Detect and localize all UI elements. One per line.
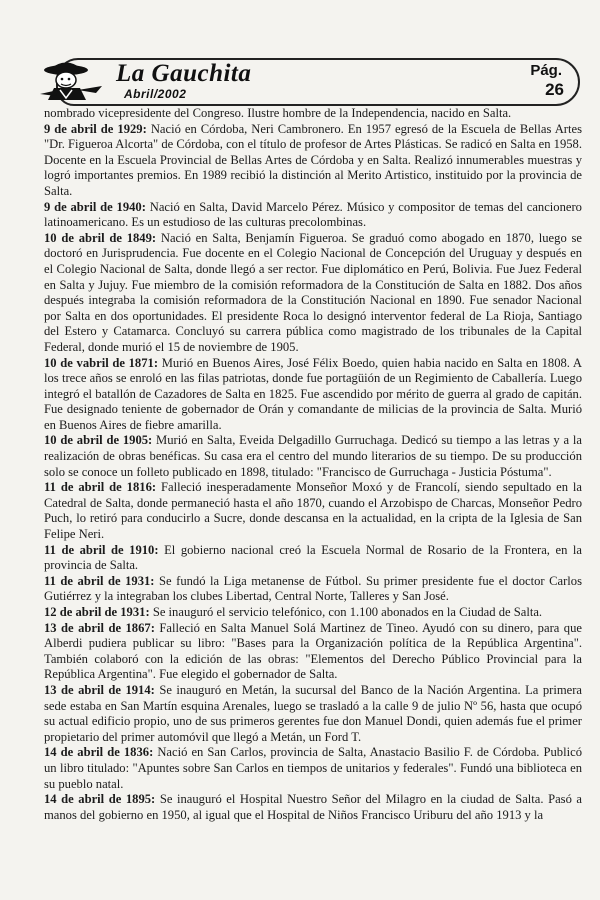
- entry-text: Se inauguró el Hospital Nuestro Señor del Milagro en la ciudad de Salta. Pasó a manos del gobierno en 1950, al igual que el Hospital de Niños Francisco Uriburu del año 1913 y la: [44, 792, 583, 822]
- article-body: [44, 106, 582, 823]
- entry-date: 11 de abril de 1910:: [44, 542, 159, 557]
- entry: [44, 106, 582, 122]
- entry-date: 13 de abril de 1914:: [44, 682, 155, 697]
- entry: [44, 356, 582, 434]
- entry-text: nombrado vicepresidente del Congreso. Ilustre hombre de la Independencia, nacido en Salta.: [44, 106, 512, 120]
- entry: [44, 480, 582, 542]
- entry-text: Nació en San Carlos, provincia de Salta, Anastacio Basilio F. de Córdoba. Publicó un libro titulado: "Apuntes sobre San Carlos en tiempos de unitarios y federales". Fundó una biblioteca en su pueblo natal.: [44, 745, 582, 791]
- entry-date: 10 de abril de 1905:: [44, 433, 153, 448]
- entry: [44, 574, 582, 605]
- page-label: Pág.: [530, 62, 562, 79]
- page-number: 26: [545, 80, 564, 99]
- entry-date: 9 de abril de 1940:: [44, 199, 146, 214]
- entry-date: 11 de abril de 1931:: [44, 573, 155, 588]
- entry: [44, 621, 582, 683]
- entry-text: Nació en Córdoba, Neri Cambronero. En 1957 egresó de la Escuela de Bellas Artes "Dr. Figueroa Alcorta" de Córdoba, con el título de profesor de Artes Plásticas. Se radicó en Salta en 1958. Docente en la Escuela Provincial de Bellas Artes de Córdoba y en Salta. Realizó innumerables muestras y logró importantes premios. En 1989 recibió la distinción al Merito Artistico, instituido por la provincia de Salta.: [44, 121, 582, 198]
- magazine-title: La Gauchita: [116, 60, 252, 87]
- entry-text: Murió en Salta, Eveida Delgadillo Gurruchaga. Dedicó su tiempo a las letras y a la realización de obras benéficas. Su casa era el centro del mundo literarios de su tiempo. De su producción solo se conoce un folleto publicado en 1898, titulado: "Francisco de Gurruchaga - Justicia Póstuma".: [44, 433, 582, 479]
- entry-date: 14 de abril de 1895:: [44, 792, 156, 807]
- entry: [44, 200, 582, 231]
- entry-text: El gobierno nacional creó la Escuela Normal de Rosario de la Frontera, en la provincia de Salta.: [44, 542, 582, 573]
- entry-text: Se inauguró el servicio telefónico, con 1.100 abonados en la Ciudad de Salta.: [152, 605, 543, 619]
- entry: [44, 683, 582, 745]
- entry: [44, 231, 582, 356]
- entry: [44, 792, 582, 823]
- entry-text: Falleció en Salta Manuel Solá Martinez de Tineo. Ayudó con su dinero, para que Alberdi pudiera publicar su libro: "Bases para la Organización política de la República Argentina". También colaboró con la edición de las obras: "Elementos del Derecho Público Provincial para la República Argentina". Fue elegido el gobernador de Salta.: [44, 620, 582, 682]
- entry-date: 13 de abril de 1867:: [44, 620, 155, 635]
- entry-text: Nació en Salta, David Marcelo Pérez. Músico y compositor de temas del cancionero latinoamericano. Es un estudioso de las culturas precolombinas.: [44, 199, 582, 230]
- entry-text: Murió en Buenos Aires, José Félix Boedo, quien habia nacido en Salta en 1808. A los trece años se enroló en las filas patriotas, donde fue portagüión de un Regimiento de Caballería. Luego integró el batallón de Cazadores de Salta en 1825. Fue ascendido por mérito de guerra al grado de capitán. Fue designado teniente de gobernador de Orán y comandante de milicias de la provincia de Salta. Murió en Buenos Aires de fiebre amarilla.: [44, 355, 582, 432]
- entry: [44, 122, 582, 200]
- entry: [44, 745, 582, 792]
- issue-date: Abril/2002: [124, 87, 187, 101]
- entry-date: 14 de abril de 1836:: [44, 745, 154, 760]
- entry-date: 12 de abril de 1931:: [44, 605, 150, 619]
- entry-text: Se inauguró en Metán, la sucursal del Banco de la Nación Argentina. La primera sede estaba en San Martín esquina Arenales, luego se trasladó a la calle 9 de julio Nº 56, hasta que ocupó su actual edificio propio, uno de sus primeros gerentes fue don Manuel Dondi, quien además fue el primer propietario del primer automóvil que llegó a Metán, un Ford T.: [44, 682, 582, 744]
- entry-date: 11 de abril de 1816:: [44, 480, 157, 495]
- entry-text: Se fundó la Liga metanense de Fútbol. Su primer presidente fue el doctor Carlos Gutiérrez y la integraban los clubes Libertad, Central Norte, Talleres y San José.: [44, 573, 582, 604]
- entry: [44, 543, 582, 574]
- entry: [44, 433, 582, 480]
- entry-date: 10 de abril de 1849:: [44, 230, 157, 245]
- entry-text: Falleció inesperadamente Monseñor Moxó y de Francolí, siendo sepultado en la Catedral de Salta, donde permaneció hasta el año 1870, cuando el Arzobispo de Charcas, Monseñor Pedro Puch, lo retiró para conducirlo a Sucre, donde descansa en la actualidad, en la cripta de la Iglesia de San Felipe Neri.: [44, 480, 583, 542]
- entry-text: Nació en Salta, Benjamín Figueroa. Se graduó como abogado en 1870, luego se doctoró en Jurisprudencia. Fue docente en el Colegio Nacional de Concepción del Uruguay y después en el Colegio Nacional de Salta, donde llegó a ser rector. Fue diplomático en Perú, Bolivia. Fue Juez Federal en Salta y Jujuy. Fue miembro de la comisión reformadora de la Constitución de Salta en 1882. Dos años después integraba la comisión reformadora de la Constitución Nacional en 1890. Fue senador Nacional por Salta en dos oportunidades. El presidente Roca lo designó interventor federal de La Rioja, Santiago del Estero y Catamarca. Concluyó su carrera pública como magistrado de los tribunales de la Capital Federal, donde murió el 15 de noviembre de 1905.: [44, 230, 582, 354]
- entry: [44, 605, 582, 621]
- page-header: [36, 58, 576, 108]
- entry-date: 9 de abril de 1929:: [44, 121, 147, 136]
- entry-date: 10 de vabril de 1871:: [44, 355, 159, 370]
- gaucho-logo-icon: [36, 60, 108, 106]
